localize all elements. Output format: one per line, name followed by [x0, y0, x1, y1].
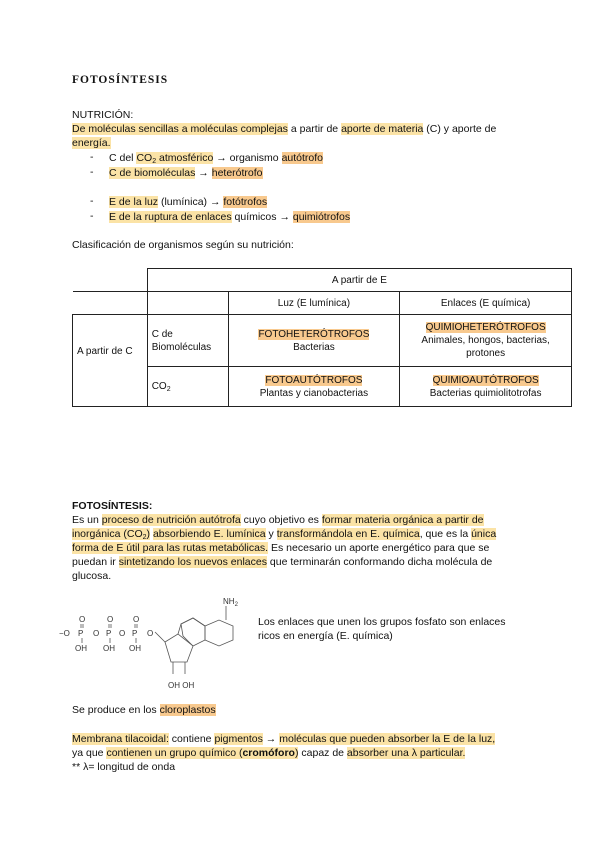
cell-title: QUIMIOHETERÓTROFOS — [425, 322, 546, 333]
bullet-hl-2: heterótrofo — [211, 167, 263, 179]
atp-label-o: O — [107, 615, 114, 624]
atp-label-minus-o: −O — [59, 629, 70, 638]
cell-title: QUIMIOAUTÓTROFOS — [432, 374, 539, 386]
para-hl: absorbiendo E. lumínica — [152, 528, 266, 540]
mem-hl: absorber una λ particular. — [346, 747, 466, 759]
para-hl: formar materia orgánica a partir de — [321, 514, 484, 526]
bullet-hl-2: quimiótrofos — [292, 211, 351, 223]
atp-nh-text: NH — [223, 597, 235, 606]
para-line-2 — [72, 527, 496, 541]
para-hl: transformándola en E. química — [276, 528, 420, 540]
para-line-4 — [72, 555, 492, 569]
bullet-hl-2: autótrofo — [281, 152, 324, 164]
para-hl: única — [471, 528, 497, 540]
intro-hl-3: energía. — [72, 137, 111, 149]
membrana-line-1 — [72, 732, 495, 746]
mem-text: capaz de — [298, 747, 347, 759]
para-text: , que es la — [419, 528, 472, 540]
bullet-c-2 — [109, 166, 263, 180]
bullet-text: → — [195, 167, 212, 179]
membrana-line-2 — [72, 746, 465, 760]
intro-text-2: (C) y aporte de — [423, 123, 497, 135]
para-line-1 — [72, 513, 484, 527]
table-empty-corner — [73, 269, 148, 292]
mem-text: contiene — [168, 733, 215, 745]
nutricion-heading: NUTRICIÓN: — [72, 109, 134, 121]
clasificacion-text: Clasificación de organismos según su nutrición: — [72, 239, 294, 251]
intro-line-2 — [72, 136, 111, 150]
header-a-partir-de-e: A partir de E — [147, 269, 571, 292]
cloro-hl: cloroplastos — [159, 704, 216, 716]
bullet-text: → organismo — [213, 152, 282, 164]
cell-desc: Plantas y cianobacterias — [259, 387, 369, 399]
bullet-hl-text: atmosférico — [156, 152, 214, 164]
bullet-hl-2: fotótrofos — [223, 196, 268, 208]
subscript: 2 — [166, 386, 171, 393]
atp-label-oh: OH — [75, 644, 87, 653]
mem-hl-text: ) — [294, 747, 299, 759]
bullet-text: (lumínica) → — [158, 196, 224, 208]
atp-label-o: O — [147, 629, 154, 638]
row-label-biomoleculas — [147, 315, 228, 367]
header-luz: Luz (E lumínica) — [228, 292, 400, 315]
bullet-e-2 — [109, 210, 350, 224]
atp-label-o: O — [119, 629, 126, 638]
cell-fotoautotrofos — [228, 367, 400, 407]
atp-label-oh: OH — [129, 644, 141, 653]
bullet-dash: - — [90, 210, 94, 222]
mem-hl: pigmentos — [214, 733, 263, 745]
row-label-co2 — [147, 367, 228, 407]
intro-hl-2: aporte de materia — [341, 123, 424, 135]
bullet-dash: - — [90, 195, 94, 207]
enlaces-note-line: Los enlaces que unen los grupos fosfato son enlaces — [258, 616, 506, 628]
cloro-text: Se produce en los — [72, 704, 160, 716]
para-hl: proceso de nutrición autótrofa — [101, 514, 241, 526]
atp-label-ohoh: OH OH — [168, 681, 195, 690]
cell-quimioautotrofos — [400, 367, 572, 407]
intro-text-1: a partir de — [287, 123, 342, 135]
enlaces-note-line: ricos en energía (E. química) — [258, 630, 393, 642]
mem-hl: moléculas que pueden absorber la E de la luz, — [279, 733, 496, 745]
atp-nh-sub: 2 — [234, 602, 238, 608]
para-text: puedan ir — [72, 556, 119, 568]
mem-bold: cromóforo — [242, 747, 295, 759]
atp-label-nh2 — [223, 597, 239, 608]
para-hl: sintetizando los nuevos enlaces — [118, 556, 267, 568]
atp-label-o: O — [79, 615, 86, 624]
bullet-dash: - — [90, 166, 94, 178]
row-label-a-partir-de-c: A partir de C — [73, 315, 148, 407]
cell-fotoheterotrofos — [228, 315, 400, 367]
header-enlaces: Enlaces (E química) — [400, 292, 572, 315]
table-empty-cell — [147, 292, 228, 315]
bullet-hl-text: CO — [136, 152, 153, 164]
enlaces-note — [258, 615, 506, 643]
para-text: que terminarán conformando dicha molécula de — [266, 556, 493, 568]
atp-label-oh: OH — [103, 644, 115, 653]
nutrition-table — [72, 268, 572, 407]
subscript: 2 — [152, 158, 157, 165]
para-hl-text: ) — [146, 528, 151, 540]
cell-desc: protones — [466, 348, 506, 359]
para-line-5: glucosa. — [72, 570, 112, 582]
cell-desc: Bacterias quimiolitotrofas — [429, 387, 542, 399]
bullet-hl: E de la ruptura de enlaces — [109, 211, 232, 223]
co2-text: CO — [151, 381, 167, 392]
atp-label-p: P — [132, 629, 138, 638]
para-text: Es un — [72, 514, 102, 526]
intro-hl-1: De moléculas sencillas a moléculas complejas — [72, 123, 288, 135]
row-label-line: Biomoléculas — [151, 341, 212, 353]
bullet-hl: E de la luz — [109, 196, 159, 208]
bullet-text: C del — [109, 152, 137, 164]
page-title: FOTOSÍNTESIS — [72, 74, 169, 86]
mem-text: → — [262, 733, 280, 745]
cell-title: FOTOAUTÓTROFOS — [265, 374, 363, 386]
row-label-line: C de — [151, 328, 173, 340]
atp-label-p: P — [78, 629, 84, 638]
intro-line-1 — [72, 122, 496, 136]
bullet-c-1 — [109, 151, 323, 165]
para-hl: forma de E útil para las rutas metabólicas. — [72, 542, 269, 554]
fotosintesis-heading: FOTOSÍNTESIS: — [72, 500, 153, 512]
para-hl-text: inorgánica (CO — [72, 528, 143, 540]
bullet-e-1 — [109, 195, 267, 209]
para-line-3 — [72, 541, 489, 555]
cell-desc: Animales, hongos, bacterias, — [421, 335, 550, 346]
atp-label-o: O — [93, 629, 100, 638]
para-text: y — [265, 528, 277, 540]
mem-hl — [106, 747, 298, 759]
para-hl — [72, 528, 150, 540]
cloroplastos-line — [72, 703, 216, 717]
table-empty-corner — [73, 292, 148, 315]
para-text: cuyo objetivo es — [240, 514, 322, 526]
mem-text: ya que — [72, 747, 107, 759]
membrana-line-3: ** λ= longitud de onda — [72, 761, 176, 773]
mem-hl: Membrana tilacoidal: — [72, 733, 169, 745]
atp-label-p: P — [106, 629, 112, 638]
cell-title: FOTOHETERÓTROFOS — [258, 328, 370, 340]
bullet-hl: C de biomoléculas — [109, 167, 196, 179]
para-text: Es necesario un aporte energético para que se — [268, 542, 490, 554]
subscript: 2 — [142, 534, 147, 541]
atp-structure-diagram — [55, 594, 255, 694]
bullet-text: químicos → — [231, 211, 293, 223]
bullet-hl — [136, 152, 213, 164]
bullet-dash: - — [90, 151, 94, 163]
atp-label-o: O — [133, 615, 140, 624]
cell-desc: Bacterias — [293, 341, 335, 353]
mem-hl-text: contienen un grupo químico ( — [106, 747, 243, 759]
cell-quimioheterotrofos — [400, 315, 572, 367]
